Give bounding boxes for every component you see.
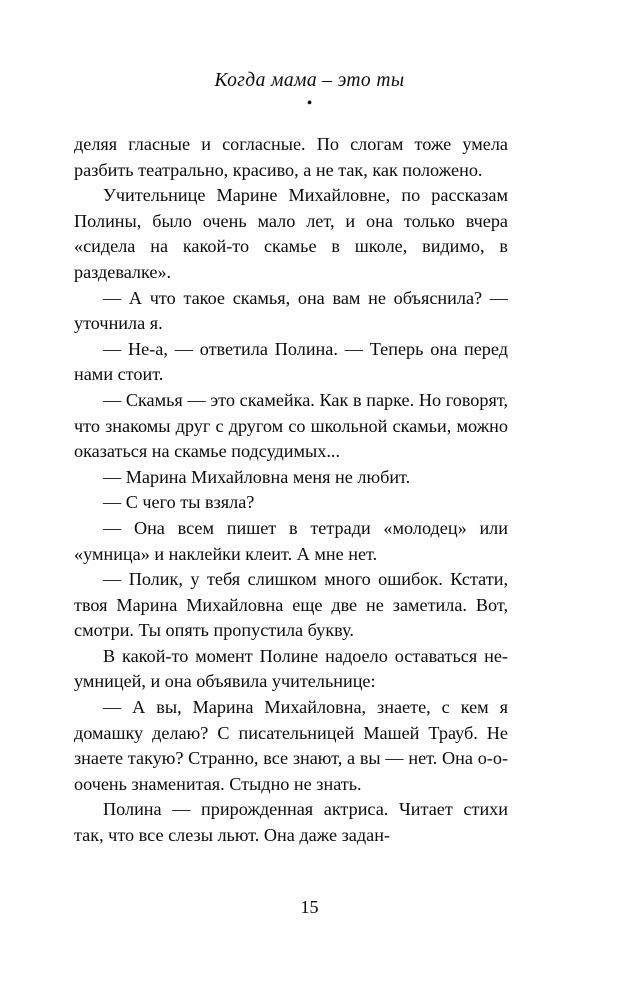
paragraph: — Скамья — это скамейка. Как в парке. Но говорят, что знакомы друг с другом со школьной скамьи, можно оказаться на скамье подсудимых... [74, 389, 508, 462]
ornament-bullet: • [306, 95, 313, 112]
page-header [0, 70, 619, 112]
page-number: 15 [300, 897, 319, 917]
paragraph: Учительнице Марине Михайловне, по рассказам Полины, было очень мало лет, и она только вчера «сидела на какой-то скамье в школе, видимо, в раздевалке». [74, 185, 508, 282]
paragraph: — А вы, Марина Михайловна, знаете, с кем я домашку делаю? С писательницей Машей Трауб. Не знаете такую? Странно, все знают, а вы — нет. Она о-о-оочень знаменитая. Стыдно не знать. [74, 697, 508, 794]
paragraph: деляя гласные и согласные. По слогам тоже умела разбить театрально, красиво, а не так, как положено. [74, 134, 508, 180]
running-title: Когда мама – это ты [214, 70, 405, 91]
page-footer [0, 897, 619, 918]
paragraph: — С чего ты взяла? [103, 492, 255, 513]
paragraph: В какой-то момент Полине надоело оставаться не-умницей, и она объявила учительнице: [74, 645, 508, 692]
paragraph: — А что такое скамья, она вам не объяснила? — уточнила я. [74, 287, 508, 334]
paragraph: — Полик, у тебя слишком много ошибок. Кстати, твоя Марина Михайловна еще две не заметила. Вот, смотри. Ты опять пропустила букву. [74, 569, 508, 641]
paragraph: — Не-а, — ответила Полина. — Теперь она перед нами стоит. [74, 338, 508, 385]
paragraph: — Марина Михайловна меня не любит. [103, 466, 411, 487]
paragraph: — Она всем пишет в тетради «молодец» или «умница» и наклейки клеит. А мне нет. [74, 517, 508, 564]
body-text [74, 132, 508, 849]
paragraph: Полина — прирожденная актриса. Читает стихи так, что все слезы льют. Она даже задан- [74, 799, 508, 846]
